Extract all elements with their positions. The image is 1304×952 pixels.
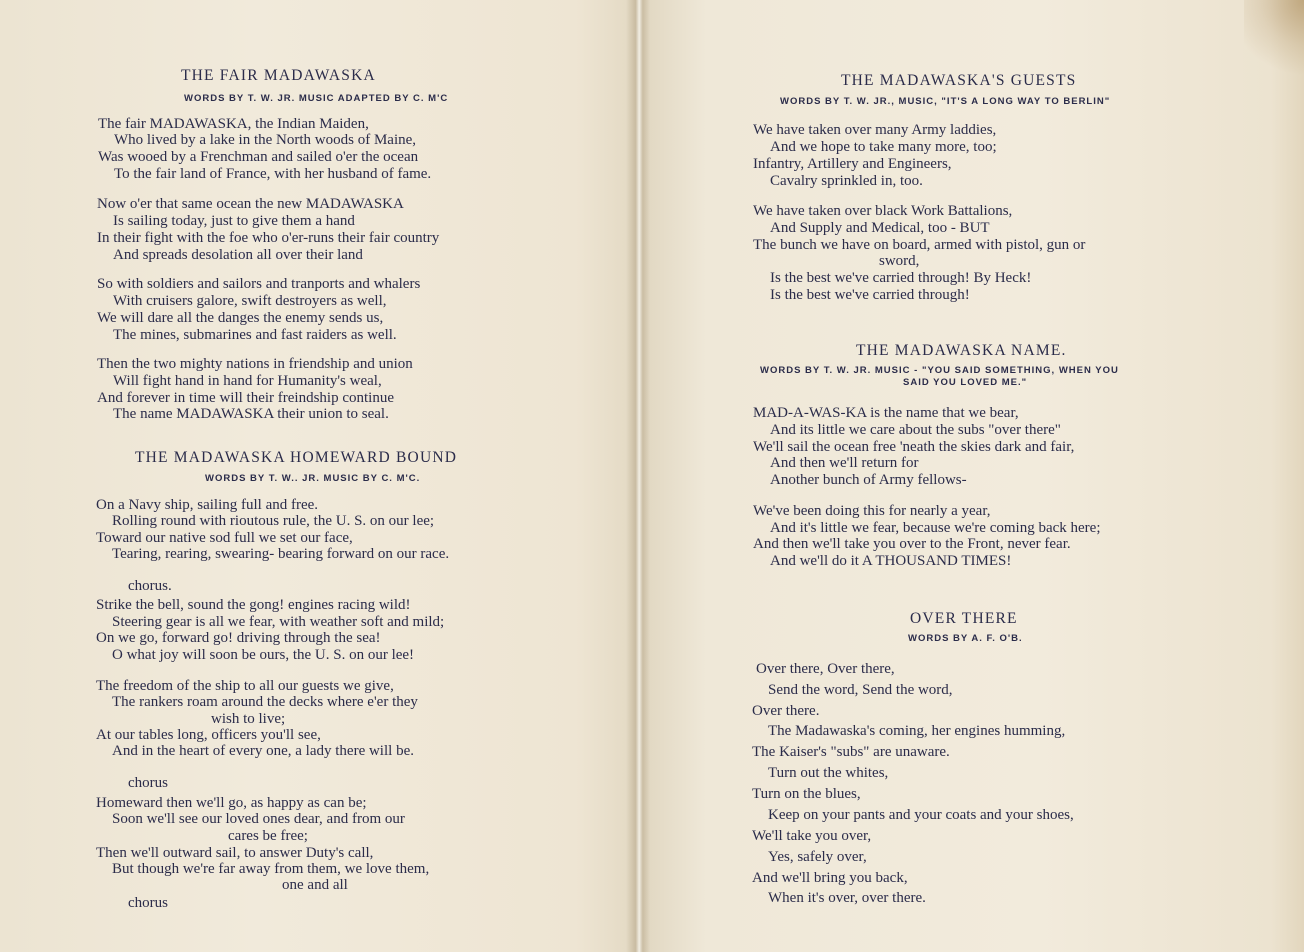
lyric-line: With cruisers galore, swift destroyers as well,	[113, 293, 387, 309]
lyric-line: At our tables long, officers you'll see,	[96, 727, 321, 743]
song-credit-fair-madawaska: WORDS BY T. W. JR. MUSIC ADAPTED BY C. M'C	[184, 93, 449, 104]
corner-stain	[1244, 0, 1304, 80]
lyric-line: Keep on your pants and your coats and your shoes,	[768, 807, 1074, 823]
lyric-line: So with soldiers and sailors and tranports and whalers	[97, 276, 421, 292]
lyric-line: And forever in time will their freindship continue	[97, 390, 395, 406]
lyric-line: Then we'll outward sail, to answer Duty's call,	[96, 845, 374, 861]
lyric-line: MAD-A-WAS-KA is the name that we bear,	[753, 405, 1019, 421]
lyric-line: We have taken over black Work Battalions,	[753, 203, 1013, 219]
lyric-line: When it's over, over there.	[768, 890, 926, 906]
lyric-line: And then we'll return for	[770, 455, 919, 471]
lyric-line: And we hope to take many more, too;	[770, 139, 997, 155]
lyric-line: The bunch we have on board, armed with pistol, gun or	[753, 237, 1086, 253]
right-page	[640, 0, 1304, 952]
lyric-line: We have taken over many Army laddies,	[753, 122, 997, 138]
lyric-line: Now o'er that same ocean the new MADAWASKA	[97, 196, 404, 212]
lyric-line: And Supply and Medical, too - BUT	[770, 220, 990, 236]
lyric-line: And its little we care about the subs "over there"	[770, 422, 1061, 438]
lyric-line: O what joy will soon be ours, the U. S. on our lee!	[112, 647, 415, 663]
lyric-line: Over there.	[752, 703, 820, 719]
lyric-line: Toward our native sod full we set our face,	[96, 530, 353, 546]
lyric-line: The name MADAWASKA their union to seal.	[113, 406, 389, 422]
lyric-line: We'll sail the ocean free 'neath the skies dark and fair,	[753, 439, 1075, 455]
lyric-line: The rankers roam around the decks where e'er they	[112, 694, 418, 710]
lyric-line: But though we're far away from them, we love them,	[112, 861, 430, 877]
song-title-madawaska-name: THE MADAWASKA NAME.	[856, 342, 1067, 359]
lyric-line: In their fight with the foe who o'er-runs their fair country	[97, 230, 440, 246]
left-page	[0, 0, 640, 952]
lyric-line: The fair MADAWASKA, the Indian Maiden,	[98, 116, 369, 132]
lyric-line: Soon we'll see our loved ones dear, and from our	[112, 811, 405, 827]
lyric-line: Is the best we've carried through!	[770, 287, 970, 303]
lyric-line: Rolling round with rioutous rule, the U. S. on our lee;	[112, 513, 435, 529]
lyric-line: Steering gear is all we fear, with weather soft and mild;	[112, 614, 445, 630]
lyric-line: We will dare all the danges the enemy sends us,	[97, 310, 384, 326]
lyric-line: Infantry, Artillery and Engineers,	[753, 156, 952, 172]
lyric-line: Cavalry sprinkled in, too.	[770, 173, 923, 189]
song-title-homeward-bound: THE MADAWASKA HOMEWARD BOUND	[135, 449, 458, 466]
song-title-over-there: OVER THERE	[910, 610, 1018, 627]
song-credit-over-there: WORDS BY A. F. O'B.	[908, 633, 1023, 644]
lyric-line: Who lived by a lake in the North woods of Maine,	[114, 132, 417, 148]
lyric-line: And we'll bring you back,	[752, 870, 908, 886]
lyric-line: The Madawaska's coming, her engines humming,	[768, 723, 1066, 739]
lyric-line: To the fair land of France, with her husband of fame.	[114, 166, 432, 182]
lyric-line: Homeward then we'll go, as happy as can be;	[96, 795, 367, 811]
lyric-line: Is the best we've carried through! By Heck!	[770, 270, 1032, 286]
lyric-line: one and all	[282, 877, 348, 893]
lyric-line: We've been doing this for nearly a year,	[753, 503, 991, 519]
lyric-line: And in the heart of every one, a lady there will be.	[112, 743, 414, 759]
lyric-line: And then we'll take you over to the Front, never fear.	[753, 536, 1071, 552]
song-title-madawaskas-guests: THE MADAWASKA'S GUESTS	[841, 72, 1077, 89]
song-credit-homeward-bound: WORDS BY T. W.. JR. MUSIC BY C. M'C.	[205, 473, 421, 484]
lyric-line: Will fight hand in hand for Humanity's weal,	[113, 373, 382, 389]
lyric-line: cares be free;	[228, 828, 308, 844]
lyric-line: Turn out the whites,	[768, 765, 889, 781]
lyric-line: wish to live;	[211, 711, 286, 727]
song-title-fair-madawaska: THE FAIR MADAWASKA	[181, 67, 376, 84]
lyric-line: The Kaiser's "subs" are unaware.	[752, 744, 950, 760]
lyric-line: sword,	[879, 253, 920, 269]
lyric-line: Tearing, rearing, swearing- bearing forward on our race.	[112, 546, 450, 562]
song-credit-madawaska-name: WORDS BY T. W. JR. MUSIC - "YOU SAID SOMETHING, WHEN YOU	[760, 365, 1119, 376]
song-credit-madawaskas-guests: WORDS BY T. W. JR., MUSIC, "IT'S A LONG WAY TO BERLIN"	[780, 96, 1111, 107]
lyric-line: Send the word, Send the word,	[768, 682, 953, 698]
song-credit-madawaska-name-cont: SAID YOU LOVED ME."	[903, 377, 1028, 388]
lyric-line: And we'll do it A THOUSAND TIMES!	[770, 553, 1012, 569]
lyric-line: The mines, submarines and fast raiders as well.	[113, 327, 397, 343]
lyric-line: And spreads desolation all over their land	[113, 247, 363, 263]
chorus-label: chorus.	[128, 578, 172, 594]
lyric-line: The freedom of the ship to all our guests we give,	[96, 678, 394, 694]
lyric-line: Was wooed by a Frenchman and sailed o'er the ocean	[98, 149, 419, 165]
lyric-line: Then the two mighty nations in friendship and union	[97, 356, 413, 372]
chorus-label: chorus	[128, 895, 168, 911]
lyric-line: We'll take you over,	[752, 828, 872, 844]
lyric-line: On we go, forward go! driving through the sea!	[96, 630, 381, 646]
page-fold	[626, 0, 650, 952]
lyric-line: And it's little we fear, because we're coming back here;	[770, 520, 1101, 536]
lyric-line: On a Navy ship, sailing full and free.	[96, 497, 319, 513]
lyric-line: Turn on the blues,	[752, 786, 861, 802]
lyric-line: Is sailing today, just to give them a hand	[113, 213, 355, 229]
lyric-line: Over there, Over there,	[756, 661, 895, 677]
chorus-label: chorus	[128, 775, 168, 791]
lyric-line: Another bunch of Army fellows-	[770, 472, 967, 488]
lyric-line: Yes, safely over,	[768, 849, 867, 865]
lyric-line: Strike the bell, sound the gong! engines racing wild!	[96, 597, 411, 613]
